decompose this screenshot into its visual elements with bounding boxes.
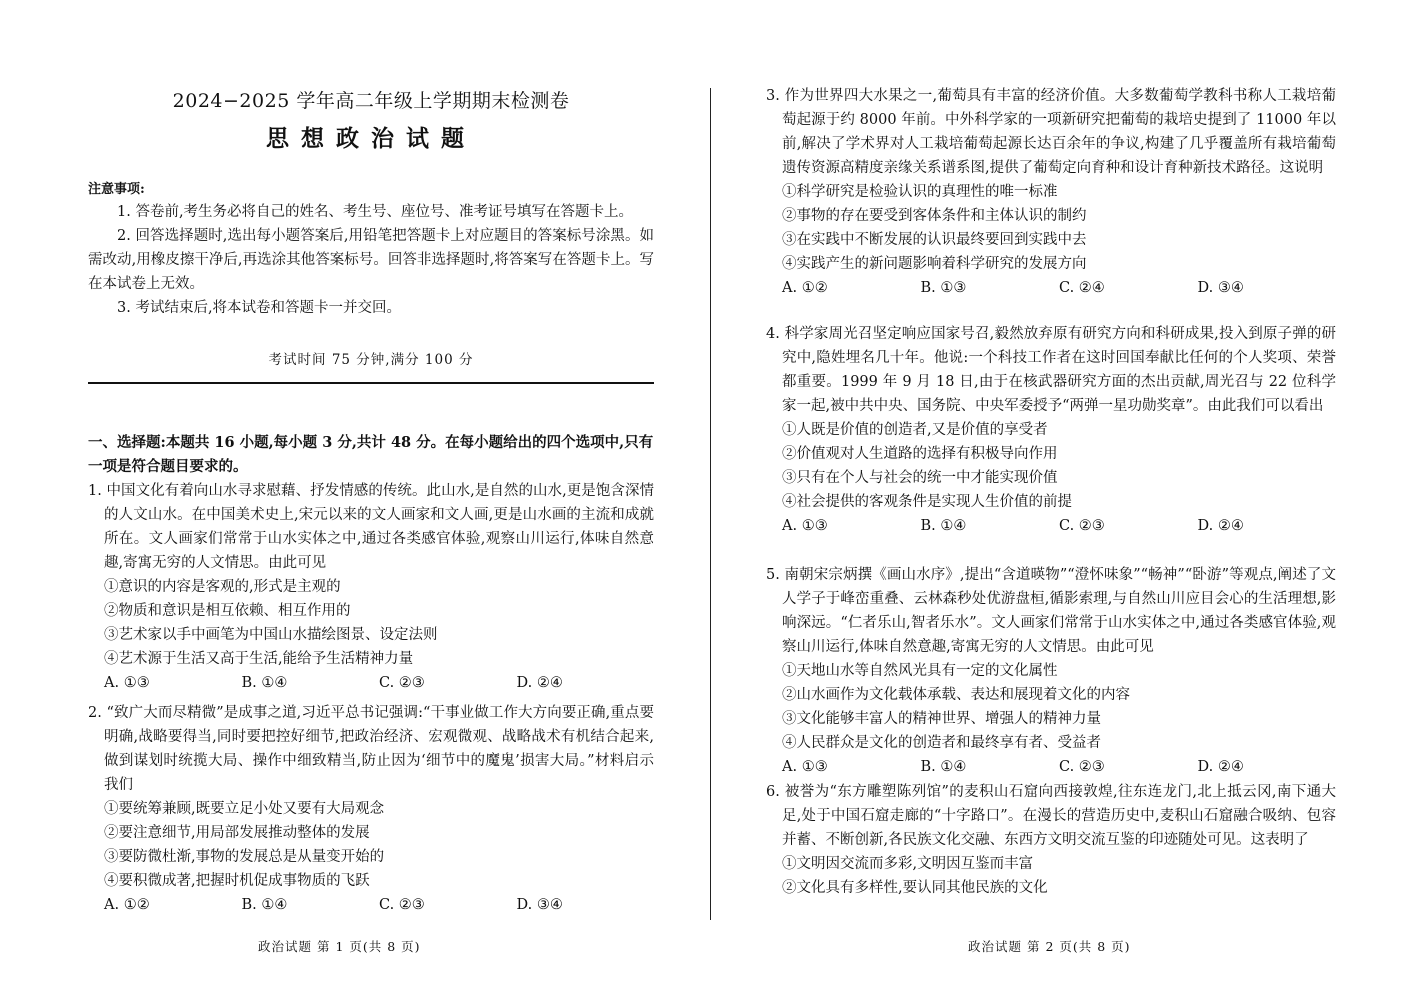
answer-c: C. ②③ [379,675,425,691]
question-option: ③只有在个人与社会的统一中才能实现价值 [782,470,1058,486]
answer-d: D. ②④ [1197,759,1244,775]
question-option: ④实践产生的新问题影响着科学研究的发展方向 [782,256,1087,272]
question-option: ④要积微成著,把握时机促成事物质的飞跃 [104,873,370,889]
answer-choices [766,276,1336,300]
left-column [88,0,654,1006]
question-stem: 2. “致广大而尽精微”是成事之道,习近平总书记强调:“干事业做工作大方向要正确,重点要明确,战略要得当,同时要把控好细节,把政治经济、宏观微观、战略战术有机结合起来,做到谋划时统揽大局、操作中细致精当,防止因为‘细节中的魔鬼’损害大局。”材料启示我们 [88,705,654,793]
question-option: ①文明因交流而多彩,文明因互鉴而丰富 [782,856,1034,872]
answer-d: D. ②④ [1197,518,1244,534]
question-stem: 4. 科学家周光召坚定响应国家号召,毅然放弃原有研究方向和科研成果,投入到原子弹的研究中,隐姓埋名几十年。他说:一个科技工作者在这时回国奉献比任何的个人奖项、荣誉都重要。1999 年 9 月 18 日,由于在核武器研究方面的杰出贡献,周光召与 22 位科学家一起,被中共中央、国务院、中央军委授予“两弹一星功勋奖章”。由此我们可以看出 [766,326,1336,414]
answer-d: D. ③④ [516,897,563,913]
notes-heading: 注意事项: [88,182,145,197]
answer-a: A. ①③ [782,518,828,534]
exam-time: 考试时间 75 分钟,满分 100 分 [268,352,474,368]
answer-c: C. ②③ [379,897,425,913]
answer-b: B. ①④ [241,897,288,913]
answer-b: B. ①③ [920,280,967,296]
question-2 [88,701,654,917]
question-option: ①意识的内容是客观的,形式是主观的 [104,579,341,595]
question-option: ④人民群众是文化的创造者和最终享有者、受益者 [782,735,1101,751]
question-option: ②要注意细节,用局部发展推动整体的发展 [104,825,370,841]
answer-c: C. ②③ [1059,518,1105,534]
question-option: ①科学研究是检验认识的真理性的唯一标准 [782,184,1058,200]
answer-b: B. ①④ [920,759,967,775]
question-stem: 1. 中国文化有着向山水寻求慰藉、抒发情感的传统。此山水,是自然的山水,更是饱含深情的人文山水。在中国美术史上,宋元以来的文人画家和文人画,更是山水画的主流和成就所在。文人画家们常常于山水实体之中,通过各类感官体验,观察山川运行,体味自然意趣,寄寓无穷的人文情思。由此可见 [88,483,654,571]
question-option: ②事物的存在要受到客体条件和主体认识的制约 [782,208,1087,224]
answer-b: B. ①④ [241,675,288,691]
exam-title: 2024−2025 学年高二年级上学期期末检测卷 [172,90,570,112]
question-option: ②文化具有多样性,要认同其他民族的文化 [782,880,1048,896]
answer-choices [88,671,654,695]
question-6 [766,780,1336,900]
note-item: 3. 考试结束后,将本试卷和答题卡一并交回。 [117,300,402,316]
question-5 [766,563,1336,779]
question-option: ③在实践中不断发展的认识最终要回到实践中去 [782,232,1087,248]
right-column [766,0,1336,1006]
section-heading: 一、选择题:本题共 16 小题,每小题 3 分,共计 48 分。在每小题给出的四个选项中,只有一项是符合题目要求的。 [88,434,654,475]
question-option: ③要防微杜渐,事物的发展总是从量变开始的 [104,849,385,865]
answer-d: D. ②④ [516,675,563,691]
answer-a: A. ①③ [782,759,828,775]
page-footer-right: 政治试题 第 2 页(共 8 页) [968,939,1131,954]
answer-a: A. ①③ [104,675,150,691]
question-option: ②价值观对人生道路的选择有积极导向作用 [782,446,1058,462]
question-stem: 5. 南朝宋宗炳撰《画山水序》,提出“含道暎物”“澄怀味象”“畅神”“卧游”等观点,阐述了文人学子于峰峦重叠、云林森秒处优游盘桓,循影索理,与自然山川应目会心的生活理想,影响深远。“仁者乐山,智者乐水”。文人画家们常常于山水实体之中,通过各类感官体验,观察山川运行,体味自然意趣,寄寓无穷的人文情思。由此可见 [766,567,1336,655]
subject-title: 思想政治试题 [266,125,476,152]
question-option: ②物质和意识是相互依赖、相互作用的 [104,603,351,619]
question-option: ①天地山水等自然风光具有一定的文化属性 [782,663,1058,679]
note-item: 2. 回答选择题时,选出每小题答案后,用铅笔把答题卡上对应题目的答案标号涂黑。如需改动,用橡皮擦干净后,再选涂其他答案标号。回答非选择题时,将答案写在答题卡上。写在本试卷上无效。 [88,228,654,292]
answer-b: B. ①④ [920,518,967,534]
question-3 [766,84,1336,300]
question-option: ④艺术源于生活又高于生活,能给予生活精神力量 [104,651,414,667]
note-item: 1. 答卷前,考生务必将自己的姓名、考生号、座位号、准考证号填写在答题卡上。 [117,204,634,220]
answer-a: A. ①② [104,897,150,913]
answer-c: C. ②④ [1059,280,1105,296]
divider-rule [88,382,654,384]
question-stem: 3. 作为世界四大水果之一,葡萄具有丰富的经济价值。大多数葡萄学教科书称人工栽培葡萄起源于约 8000 年前。中外科学家的一项新研究把葡萄的栽培史提到了 11000 年以前,解决了学术界对人工栽培葡萄起源长达百余年的争议,构建了几乎覆盖所有栽培葡萄遗传资源高精度亲缘关系谱系图,提供了葡萄定向育种和设计育种新技术路径。这说明 [766,88,1336,176]
question-option: ③艺术家以手中画笔为中国山水描绘图景、设定法则 [104,627,438,643]
question-option: ②山水画作为文化载体承载、表达和展现着文化的内容 [782,687,1130,703]
notes-list [88,200,654,320]
question-1 [88,479,654,695]
answer-a: A. ①② [782,280,828,296]
question-option: ①人既是价值的创造者,又是价值的享受者 [782,422,1048,438]
question-option: ④社会提供的客观条件是实现人生价值的前提 [782,494,1072,510]
question-4 [766,322,1336,538]
page-footer-left: 政治试题 第 1 页(共 8 页) [258,939,421,954]
question-option: ③文化能够丰富人的精神世界、增强人的精神力量 [782,711,1101,727]
answer-c: C. ②③ [1059,759,1105,775]
answer-choices [88,893,654,917]
answer-d: D. ③④ [1197,280,1244,296]
column-divider [710,88,711,920]
question-option: ①要统筹兼顾,既要立足小处又要有大局观念 [104,801,385,817]
answer-choices [766,755,1336,779]
question-stem: 6. 被誉为“东方雕塑陈列馆”的麦积山石窟向西接敦煌,往东连龙门,北上抵云冈,南下通大足,处于中国石窟走廊的“十字路口”。在漫长的营造历史中,麦积山石窟融合吸纳、包容并蓄、不断创新,各民族文化交融、东西方文明交流互鉴的印迹随处可见。这表明了 [766,784,1336,848]
answer-choices [766,514,1336,538]
